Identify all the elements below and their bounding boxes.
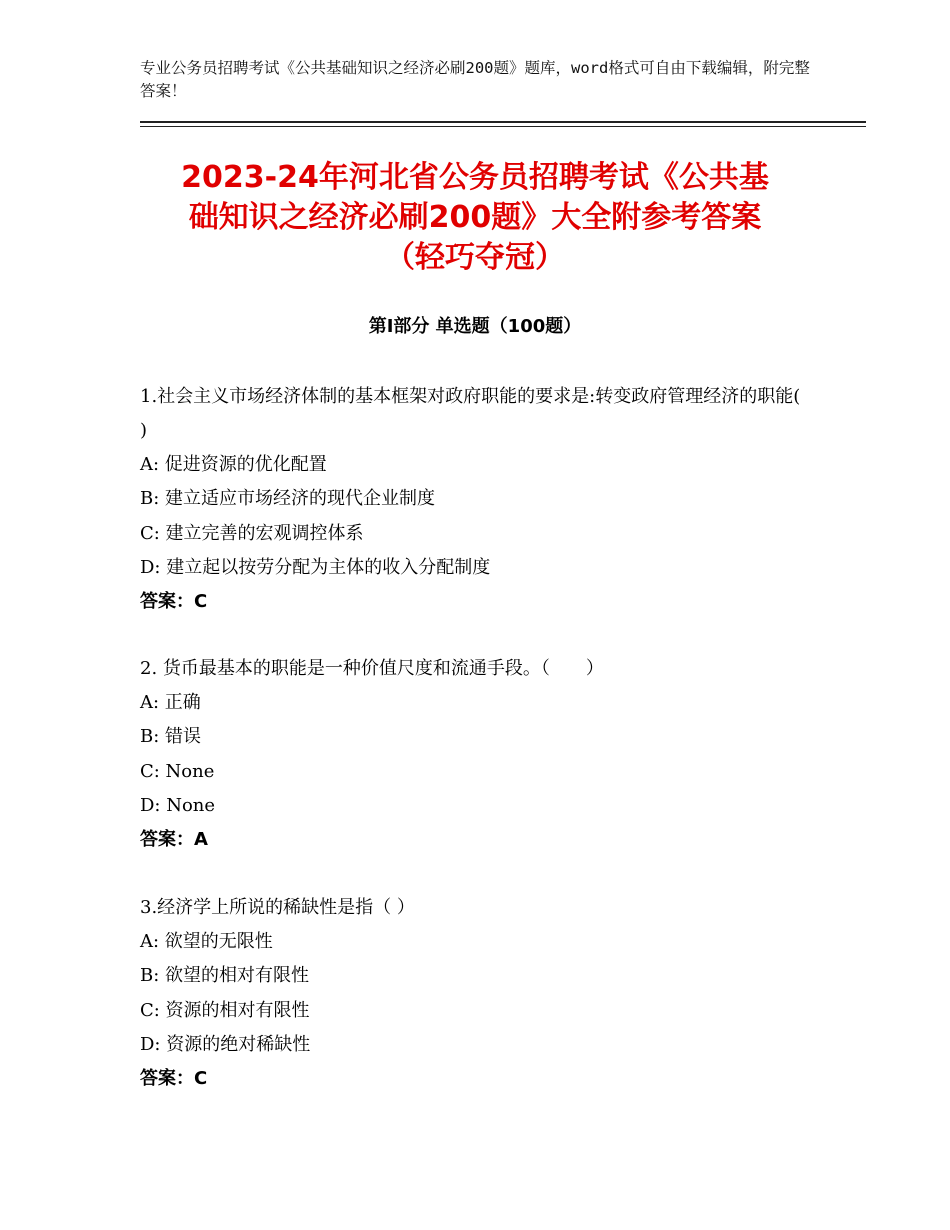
question-stem: 3.经济学上所说的稀缺性是指（ ） [140,897,415,918]
option-a: A: 促进资源的优化配置 [140,454,327,475]
option-a: A: 欲望的无限性 [140,931,273,952]
question-1 [140,380,810,619]
option-b: B: 欲望的相对有限性 [140,965,310,987]
title-line-1: 2023-24年河北省公务员招聘考试《公共基 [181,160,769,195]
option-d: D: 建立起以按劳分配为主体的收入分配制度 [140,556,491,578]
option-c: C: None [140,760,215,782]
option-c: C: 资源的相对有限性 [140,999,310,1021]
option-b: B: 错误 [140,726,202,748]
header-divider-thin [140,126,866,127]
header-divider-thick [140,121,866,123]
option-b: B: 建立适应市场经济的现代企业制度 [140,488,436,510]
answer: 答案：C [140,1068,208,1090]
option-a: A: 正确 [140,692,201,713]
question-3 [140,891,810,1096]
answer: 答案：A [140,829,208,851]
option-d: D: 资源的绝对稀缺性 [140,1033,311,1055]
option-c: C: 建立完善的宏观调控体系 [140,522,364,544]
option-d: D: None [140,794,216,816]
title-line-2: 础知识之经济必刷200题》大全附参考答案 [188,200,762,235]
title-line-3: （轻巧夺冠） [385,240,565,275]
question-stem: 2. 货币最基本的职能是一种价值尺度和流通手段。（ ） [140,658,604,679]
header-note: 专业公务员招聘考试《公共基础知识之经济必刷200题》题库，word格式可自由下载编辑，附完整答案！ [140,59,810,100]
question-stem: 1.社会主义市场经济体制的基本框架对政府职能的要求是:转变政府管理经济的职能( ) [140,386,801,441]
answer: 答案：C [140,591,208,613]
question-2 [140,652,810,857]
document-title [140,158,810,278]
section-heading: 第Ⅰ部分 单选题（100题） [368,316,582,337]
